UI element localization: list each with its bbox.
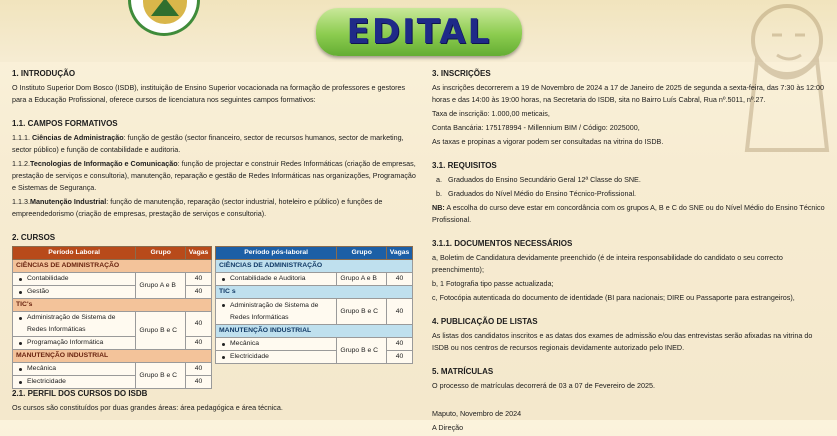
requisitos-heading: 3.1. REQUISITOS bbox=[432, 161, 497, 170]
publicacao-text: As listas dos candidatos inscritos e as datas dos exames de admissão e/ou das entrevistas serão afixadas na vitrina do ISDB ou nos centros de recursos regionais devidamente autorizado pelo INED. bbox=[432, 331, 813, 352]
table-header: Grupo bbox=[136, 247, 186, 260]
right-column bbox=[432, 64, 827, 436]
matriculas-heading: 5. MATRÍCULAS bbox=[432, 367, 494, 376]
requisito-item: b. Graduados do Nível Médio do Ensino Técnico-Profissional. bbox=[436, 189, 637, 198]
course-group: Grupo B e C bbox=[136, 363, 186, 389]
table-header: Vagas bbox=[186, 247, 212, 260]
category-row: CIÊNCIAS DE ADMINISTRAÇÃO bbox=[216, 260, 413, 273]
laboral-table bbox=[12, 246, 212, 389]
course-vagas: 40 bbox=[186, 376, 212, 389]
perfil-text: Os cursos são constituídos por duas grandes áreas: área pedagógica e área técnica. bbox=[12, 403, 283, 412]
course-name: Electricidade bbox=[216, 351, 337, 364]
documento-item: a, Boletim de Candidatura devidamente preenchido (é de inteira responsabilidade do candidato o seu correcto preenchimento); bbox=[432, 253, 783, 274]
category-row: MANUTENÇÃO INDUSTRIAL bbox=[13, 350, 212, 363]
banner-title: EDITAL bbox=[346, 12, 492, 52]
course-vagas: 40 bbox=[387, 351, 413, 364]
table-header: Período pós-laboral bbox=[216, 247, 337, 260]
table-header: Vagas bbox=[387, 247, 413, 260]
course-name: Mecânica bbox=[13, 363, 136, 376]
perfil-heading: 2.1. PERFIL DOS CURSOS DO ISDB bbox=[12, 389, 148, 398]
signature: A Direção bbox=[432, 423, 464, 432]
table-header: Grupo bbox=[337, 247, 387, 260]
place-date: Maputo, Novembro de 2024 bbox=[432, 409, 522, 418]
course-vagas: 40 bbox=[387, 273, 413, 286]
intro-heading: 1. INTRODUÇÃO bbox=[12, 69, 76, 78]
cursos-heading: 2. CURSOS bbox=[12, 233, 56, 242]
course-vagas: 40 bbox=[387, 299, 413, 325]
course-vagas: 40 bbox=[387, 338, 413, 351]
course-name: Contabilidade bbox=[13, 273, 136, 286]
course-group: Grupo B e C bbox=[136, 312, 186, 350]
left-column bbox=[12, 64, 416, 416]
documentos-heading: 3.1.1. DOCUMENTOS NECESSÁRIOS bbox=[432, 239, 573, 248]
intro-text: O Instituto Superior Dom Bosco (ISDB), instituição de Ensino Superior vocacionada na formação de professores e gestores para a Educação Profissional, oferece cursos de licenciatura nos seguintes campos formativos: bbox=[12, 83, 406, 104]
course-group: Grupo B e C bbox=[337, 299, 387, 325]
course-group: Grupo B e C bbox=[337, 338, 387, 364]
documento-item: b, 1 Fotografia tipo passe actualizada; bbox=[432, 279, 554, 288]
campos-heading: 1.1. CAMPOS FORMATIVOS bbox=[12, 119, 118, 128]
course-vagas: 40 bbox=[186, 273, 212, 286]
poslaboral-table bbox=[215, 246, 413, 364]
category-row: CIÊNCIAS DE ADMINISTRAÇÃO bbox=[13, 260, 212, 273]
cursos-tables bbox=[12, 246, 416, 384]
inscricoes-line: Taxa de inscrição: 1.000,00 meticais, bbox=[432, 109, 550, 118]
documento-item: c, Fotocópia autenticada do documento de identidade (BI para nacionais; DIRE ou Passaporte para estrangeiros), bbox=[432, 293, 795, 302]
publicacao-heading: 4. PUBLICAÇÃO DE LISTAS bbox=[432, 317, 538, 326]
inscricoes-line: As inscrições decorrerem a 19 de Novembro de 2024 a 17 de Janeiro de 2025 de segunda a sexta-feira, das 7:30 às 12:00 horas e das 14:00 às 19:00 horas, na Secretaria do ISDB, sita no Bairro Luís Cabral, Rua nº.5011, nº.27. bbox=[432, 83, 824, 104]
requisito-item: a. Graduados do Ensino Secundário Geral 12ª Classe do SNE. bbox=[436, 175, 641, 184]
matriculas-text: O processo de matrículas decorrerá de 03 a 07 de Fevereiro de 2025. bbox=[432, 381, 655, 390]
category-row: TIC s bbox=[216, 286, 413, 299]
category-row: TIC's bbox=[13, 299, 212, 312]
category-row: MANUTENÇÃO INDUSTRIAL bbox=[216, 325, 413, 338]
campo-item: 1.1.1. Ciências de Administração: função de gestão (sector financeiro, sector de recursos humanos, sector de marketing, sector público) e função de contabilidade e auditoria. bbox=[12, 133, 404, 154]
course-name: Administração de Sistema de Redes Informáticas bbox=[216, 299, 337, 325]
inscricoes-line: As taxas e propinas a vigorar podem ser consultadas na vitrina do ISDB. bbox=[432, 137, 664, 146]
campo-item: 1.1.3.Manutenção Industrial: função de manutenção, reparação (sector industrial, hoteleiro e público) e funções de empreendedorismo (criação de empresas, prestação de serviços e consultoria). bbox=[12, 197, 383, 218]
requisitos-nb: NB: A escolha do curso deve estar em concordância com os grupos A, B e C do SNE ou do Nível Médio do Ensino Técnico Profissional. bbox=[432, 203, 825, 224]
edital-banner bbox=[316, 8, 522, 56]
course-name: Administração de Sistema de Redes Informáticas bbox=[13, 312, 136, 337]
course-vagas: 40 bbox=[186, 312, 212, 337]
inscricoes-heading: 3. INSCRIÇÕES bbox=[432, 69, 491, 78]
course-name: Electricidade bbox=[13, 376, 136, 389]
course-name: Programação Informática bbox=[13, 337, 136, 350]
course-name: Gestão bbox=[13, 286, 136, 299]
course-name: Mecânica bbox=[216, 338, 337, 351]
campo-item: 1.1.2.Tecnologias de Informação e Comunicação: função de projectar e construir Redes Informáticas (criação de empresas, prestação de serviços e consultoria), manutenção, reparação e gestão de Redes Informáticas nas organizações, Programação e Sistemas de Segurança. bbox=[12, 159, 416, 192]
course-name: Contabilidade e Auditoria bbox=[216, 273, 337, 286]
course-vagas: 40 bbox=[186, 363, 212, 376]
course-vagas: 40 bbox=[186, 286, 212, 299]
course-vagas: 40 bbox=[186, 337, 212, 350]
course-group: Grupo A e B bbox=[136, 273, 186, 299]
table-header: Período Laboral bbox=[13, 247, 136, 260]
inscricoes-line: Conta Bancária: 175178994 - Millennium BIM / Código: 2025000, bbox=[432, 123, 640, 132]
course-group: Grupo A e B bbox=[337, 273, 387, 286]
